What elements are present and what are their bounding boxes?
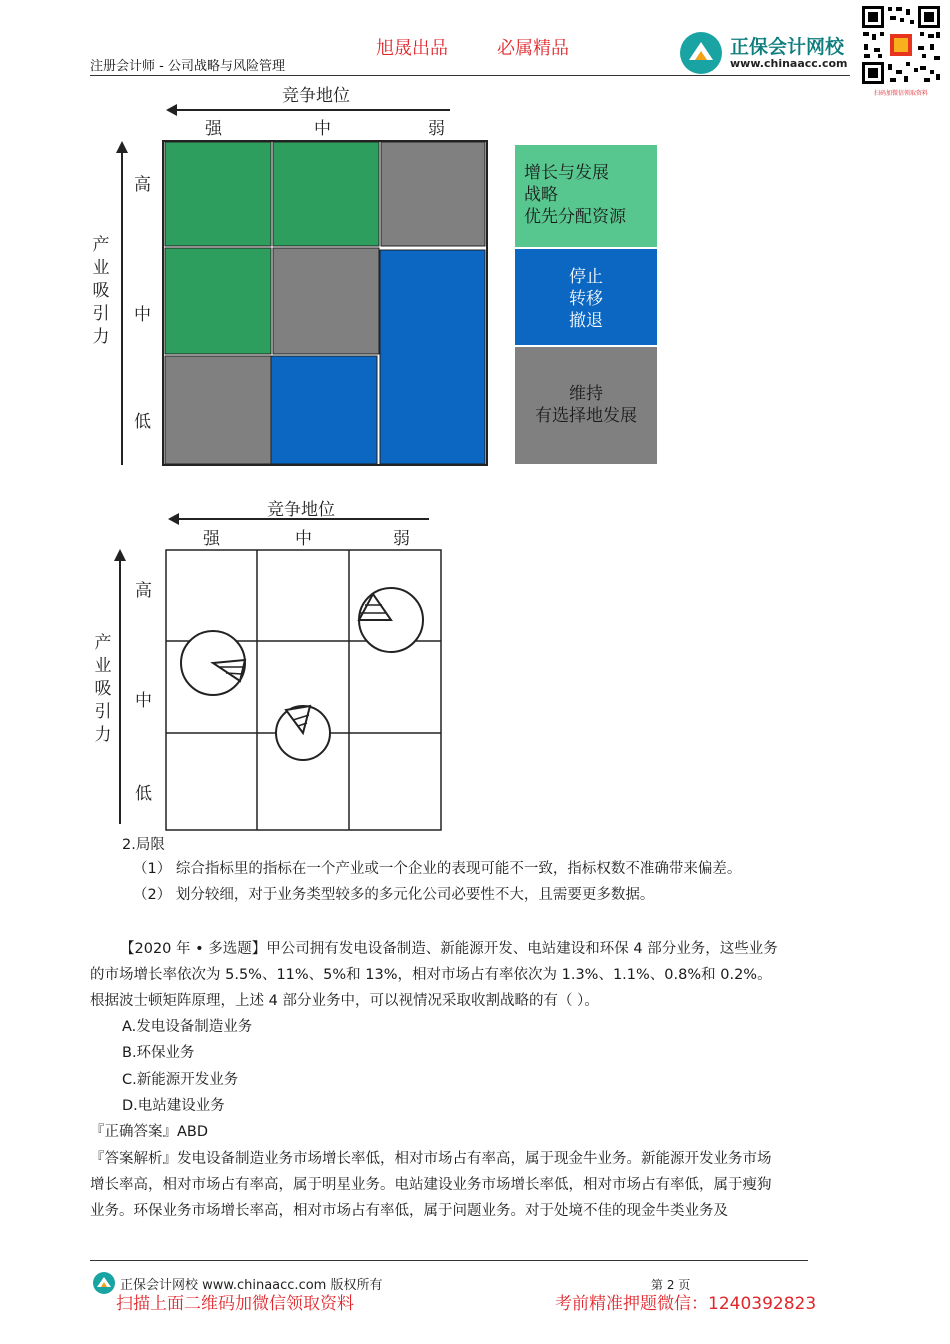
matrix2-row-medium: 中 — [135, 691, 152, 711]
footer-promo-left: 扫描上面二维码加微信领取资料 — [116, 1294, 354, 1314]
matrix1-cell-high-weak — [381, 142, 485, 246]
question-line: 【2020 年 • 多选题】甲公司拥有发电设备制造、新能源开发、电站建设和环保 4 部分业务，这些业务 — [120, 941, 778, 957]
matrix1-cell-high-strong — [165, 142, 271, 246]
footer-logo-icon — [92, 1271, 116, 1295]
matrix2-axis-y-char: 业 — [94, 656, 112, 676]
matrix2-col-medium: 中 — [295, 529, 312, 549]
qr-code-icon — [860, 4, 942, 86]
matrix2-axis-y-label — [93, 632, 113, 747]
qr-code — [860, 4, 942, 86]
footer-copyright: 正保会计网校 www.chinaacc.com 版权所有 — [120, 1278, 383, 1293]
legend-blue-line: 转移 — [569, 289, 603, 309]
matrix2-col-strong: 强 — [203, 529, 220, 549]
matrix2-col-weak: 弱 — [393, 529, 410, 549]
matrix2-grid — [160, 545, 450, 835]
footer-divider — [90, 1260, 808, 1261]
legend-green — [515, 145, 657, 247]
matrix2-axis-y-char: 产 — [94, 633, 112, 653]
option-d: D.电站建设业务 — [122, 1098, 225, 1114]
brand-right: 必属精品 — [497, 38, 569, 59]
matrix2-axis-y-char: 引 — [94, 702, 112, 722]
matrix1-axis-y-char: 产 — [92, 235, 110, 255]
matrix2-axis-x-label: 竞争地位 — [267, 500, 335, 520]
legend-gray — [515, 347, 657, 464]
matrix1-grid — [160, 138, 490, 468]
matrix2-axis-y-arrow — [110, 548, 130, 828]
matrix1-col-weak: 弱 — [428, 119, 445, 139]
option-a: A.发电设备制造业务 — [122, 1019, 253, 1035]
analysis-line: 业务。环保业务市场增长率高，相对市场占有率低，属于问题业务。对于处境不佳的现金牛类业务及 — [90, 1203, 728, 1219]
matrix1-cell-medium-medium — [273, 248, 379, 354]
legend-gray-line: 维持 — [569, 384, 603, 404]
course-title: 注册会计师 - 公司战略与风险管理 — [90, 59, 285, 74]
analysis-line: 『答案解析』发电设备制造业务市场增长率低，相对市场占有率高，属于现金牛业务。新能源开发业务市场 — [90, 1151, 772, 1167]
matrix1-row-medium: 中 — [134, 305, 151, 325]
logo-icon — [678, 30, 724, 76]
matrix1-cell-medium-low-weak — [380, 250, 485, 464]
matrix1-axis-y-arrow — [112, 140, 132, 470]
limitation-1: （1） 综合指标里的指标在一个产业或一个企业的表现可能不一致，指标权数不准确带来偏差。 — [133, 861, 742, 877]
matrix2-business-circle — [181, 631, 245, 695]
matrix1-axis-y-label — [91, 234, 111, 349]
matrix1-cell-low-medium — [271, 356, 377, 464]
matrix1-cell-low-strong — [165, 356, 271, 464]
analysis-line: 增长率高，相对市场占有率高，属于明星业务。电站建设业务市场增长率低，相对市场占有率低，属于瘦狗 — [90, 1177, 772, 1193]
matrix1-axis-y-char: 吸 — [92, 281, 110, 301]
header-divider — [90, 75, 850, 76]
matrix1-axis-y-char: 力 — [92, 327, 110, 347]
logo-url: www.chinaacc.com — [730, 57, 848, 70]
brand-left: 旭晟出品 — [376, 38, 448, 59]
question-line: 的市场增长率依次为 5.5%、11%、5%和 13%，相对市场占有率依次为 1.3%、1.1%、0.8%和 0.2%。 — [90, 967, 772, 983]
legend-blue — [515, 249, 657, 345]
legend-green-line: 战略 — [524, 185, 558, 205]
answer: 『正确答案』ABD — [90, 1124, 209, 1140]
matrix2-business-circle — [359, 588, 423, 652]
matrix1-cell-medium-strong — [165, 248, 271, 354]
footer-page: 第 2 页 — [651, 1278, 691, 1292]
matrix2-row-high: 高 — [135, 581, 152, 601]
legend-green-line: 优先分配资源 — [524, 207, 626, 227]
legend-blue-line: 撤退 — [569, 311, 603, 331]
matrix2-row-low: 低 — [135, 784, 152, 804]
option-c: C.新能源开发业务 — [122, 1072, 239, 1088]
matrix1-col-strong: 强 — [205, 119, 222, 139]
matrix1-row-low: 低 — [134, 412, 151, 432]
limitation-2: （2） 划分较细，对于业务类型较多的多元化公司必要性不大，且需要更多数据。 — [133, 887, 655, 903]
matrix1-axis-y-char: 引 — [92, 304, 110, 324]
question-line: 根据波士顿矩阵原理，上述 4 部分业务中，可以视情况采取收割战略的有（ ）。 — [90, 993, 599, 1009]
matrix1-axis-x-label: 竞争地位 — [282, 86, 350, 106]
section-title: 2.局限 — [122, 837, 165, 853]
legend-blue-line: 停止 — [569, 267, 603, 287]
legend-green-line: 增长与发展 — [524, 163, 609, 183]
matrix2-axis-y-char: 吸 — [94, 679, 112, 699]
option-b: B.环保业务 — [122, 1045, 195, 1061]
matrix1-cell-high-medium — [273, 142, 379, 246]
legend-gray-line: 有选择地发展 — [535, 406, 637, 426]
matrix1-row-high: 高 — [134, 175, 151, 195]
logo-name: 正保会计网校 — [730, 36, 845, 58]
matrix2-axis-y-char: 力 — [94, 725, 112, 745]
qr-caption: 扫码加微信领取资料 — [873, 90, 928, 97]
matrix1-col-medium: 中 — [314, 119, 331, 139]
matrix2-business-circle — [276, 706, 330, 760]
footer-promo-right: 考前精准押题微信：1240392823 — [555, 1294, 817, 1314]
matrix1-axis-y-char: 业 — [92, 258, 110, 278]
header-logo — [678, 30, 858, 76]
